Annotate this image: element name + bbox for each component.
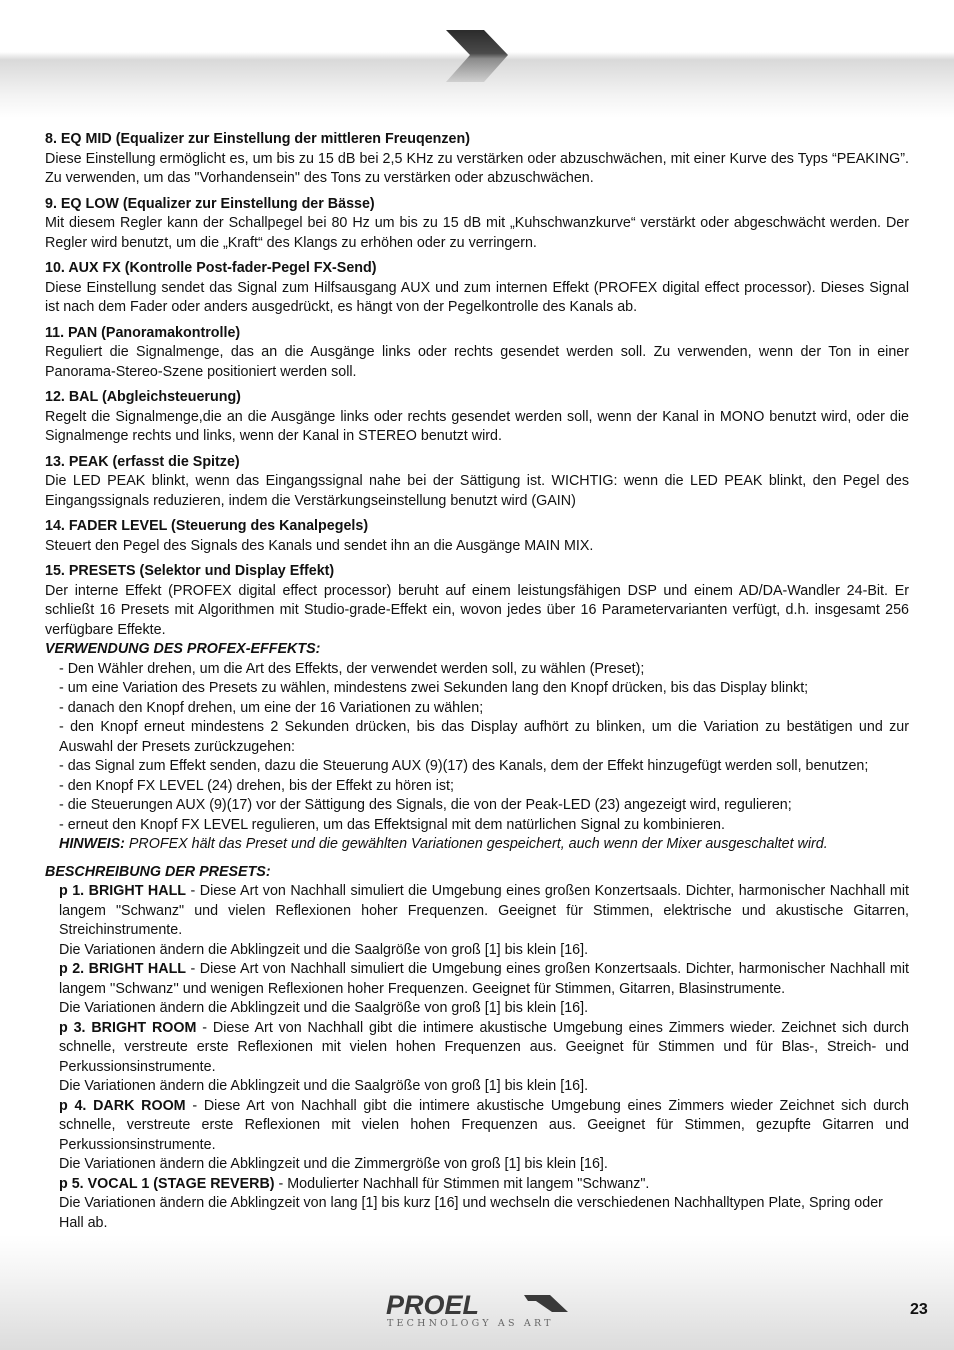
section-heading: 15. PRESETS (Selektor und Display Effekt) [45,563,335,579]
preset-text: - Diese Art von Nachhall simuliert die Umgebung eines großen Konzertsaals. Dichter, harmonischer Nachhall mit langem "Schwanz" und vielen Reflexionen hoher Frequenzen. Geeignet für Stimmen, elektrische und akustische Gitarren, Streichinstrumente. [59,883,909,938]
preset-item [45,1019,909,1097]
preset-text: - Diese Art von Nachhall simuliert die Umgebung eines großen Konzertsaals. Dichter, harmonischer Nachhall mit langem ''Schwanz'' und wenigen Reflexionen hoher Frequenzen. Geeignet für Stimmen, Gitarren, Blasinstrumente. [59,961,909,997]
list-item: - die Steuerungen AUX (9)(17) vor der Sättigung des Signals, die von der Peak-LED (23) angezeigt wird, regulieren; [59,797,792,813]
preset-name: p 4. DARK ROOM [59,1097,186,1114]
section-text: Diese Einstellung sendet das Signal zum Hilfsausgang AUX und zum internen Effekt (PROFEX digital effect processor). Dieses Signal ist nach dem Fader oder anders ausgedrückt, es hängt von der Pegelkontrolle des Kanals ab. [45,279,909,315]
preset-variation: Die Variationen ändern die Abklingzeit und die Saalgröße von groß [1] bis klein [16]. [59,1000,589,1016]
section-peak [45,453,909,512]
preset-item [45,1097,909,1175]
section-aux-fx [45,259,909,318]
preset-item [45,882,909,960]
page-number: 23 [910,1301,928,1318]
usage-list [45,660,909,836]
header-band [0,0,954,118]
section-heading: 9. EQ LOW (Equalizer zur Einstellung der Bässe) [45,195,375,212]
preset-text: - Modulierter Nachhall für Stimmen mit langem "Schwanz". [274,1175,650,1192]
note-paragraph [45,835,909,855]
usage-heading: VERWENDUNG DES PROFEX-EFFEKTS: [45,641,321,657]
preset-name: p 2. BRIGHT HALL [59,961,187,977]
preset-item [45,1175,909,1234]
section-text: Steuert den Pegel des Signals des Kanals und sendet ihn an die Ausgänge MAIN MIX. [45,537,594,554]
document-body [45,130,909,1233]
section-eq-low [45,195,909,254]
section-fader-level [45,517,909,556]
list-item: - danach den Knopf drehen, um eine der 16 Variationen zu wählen; [59,699,484,716]
section-text: Der interne Effekt (PROFEX digital effect processor) beruht auf einem leistungsfähigen DSP und einem AD/DA-Wandler 24-Bit. Er schließt 16 Presets mit Algorithmen mit Studio-grade-Effekt ein, wovon jedes über 16 Parametervarianten verfügt, d.h. insgesamt 256 verfügbare Effekte. [45,582,909,638]
list-item: - Den Wähler drehen, um die Art des Effekts, der verwendet werden soll, zu wählen (Preset); [59,660,645,677]
section-text: Regelt die Signalmenge,die an die Ausgänge links oder rechts gesendet werden soll, wenn der Kanal in MONO benutzt wird, oder die Signalmenge rechts und links, wenn der Kanal in STEREO benutzt wird. [45,408,909,444]
logo-arrow-icon [524,1295,568,1312]
logo-wordmark: PROEL [386,1290,480,1320]
preset-name: p 5. VOCAL 1 (STAGE REVERB) [59,1175,275,1192]
section-heading: 12. BAL (Abgleichsteuerung) [45,389,241,405]
presets-description-heading: BESCHREIBUNG DER PRESETS: [45,863,271,880]
section-eq-mid [45,130,909,189]
note-label: HINWEIS: [59,836,125,852]
section-heading: 8. EQ MID (Equalizer zur Einstellung der mittleren Freuqenzen) [45,131,470,147]
preset-variation: Die Variationen ändern die Abklingzeit und die Saalgröße von groß [1] bis klein [16]. [59,941,589,958]
chevron-arrow-icon [440,26,512,84]
section-text: Die LED PEAK blinkt, wenn das Eingangssignal nahe bei der Sättigung ist. WICHTIG: wenn die LED PEAK blinkt, den Pegel des Eingangssignals reduzieren, indem die Verstärkungseinstellung benutzt wird (GAIN) [45,473,909,509]
preset-variation: Die Variationen ändern die Abklingzeit und die Saalgröße von groß [1] bis klein [16]. [59,1078,589,1094]
list-item: - den Knopf FX LEVEL (24) drehen, bis der Effekt zu hören ist; [59,777,454,794]
section-presets [45,562,909,855]
preset-text: - Diese Art von Nachhall gibt die intimere akustische Umgebung eines Zimmers wieder. Zeichnet sich durch schnelle, verstreute erste Reflexionen mit vielen hohen Frequenzen aus. Geeignet für Stimmen und für Blas-, Streich- und Perkussionsinstrumente. [59,1019,909,1075]
section-text: Mit diesem Regler kann der Schallpegel bei 80 Hz um bis zu 15 dB mit „Kuhschwanzkurve“ verstärkt oder abgeschwächt werden. Der Regler wird benutzt, um die „Kraft“ des Klangs zu erhöhen oder zu verringern. [45,215,909,251]
section-heading: 13. PEAK (erfasst die Spitze) [45,453,240,470]
preset-item [45,960,909,1019]
preset-variation: Die Variationen ändern die Abklingzeit und die Zimmergröße von groß [1] bis klein [16]. [59,1156,608,1172]
preset-variation: Die Variationen ändern die Abklingzeit von lang [1] bis kurz [16] und wechseln die verschiedenen Nachhalltypen Plate, Spring oder Hall ab. [59,1195,883,1231]
section-text: Diese Einstellung ermöglicht es, um bis zu 15 dB bei 2,5 KHz zu verstärken oder abzuschwächen, mit einer Kurve des Typs “PEAKING”. Zu verwenden, um das "Vorhandensein" des Tons zu verstärken oder abzuschwächen. [45,150,909,186]
list-item: - um eine Variation des Presets zu wählen, mindestens zwei Sekunden lang den Knopf drücken, bis das Display blinkt; [59,680,809,696]
section-pan [45,324,909,383]
list-item: - das Signal zum Effekt senden, dazu die Steuerung AUX (9)(17) des Kanals, dem der Effekt hinzugefügt werden soll, benutzen; [59,758,869,774]
preset-name: p 1. BRIGHT HALL [59,883,187,899]
section-bal [45,388,909,447]
logo-tagline: TECHNOLOGY AS ART [387,1318,554,1329]
note-text: PROFEX hält das Preset und die gewählten Variationen gespeichert, auch wenn der Mixer ausgeschaltet wird. [124,836,828,852]
section-heading: 10. AUX FX (Kontrolle Post-fader-Pegel FX-Send) [45,260,377,276]
preset-text: - Diese Art von Nachhall gibt die intimere akustische Umgebung eines Zimmers wieder Zeichnet sich durch schnelle, verstreute erste Reflexionen mit vielen hohen Frequenzen aus. Geeignet für Stimmen, gezupfte Gitarren und Perkussionsinstrumente. [59,1097,909,1153]
preset-name: p 3. BRIGHT ROOM [59,1019,197,1036]
section-text: Reguliert die Signalmenge, das an die Ausgänge links oder rechts gesendet werden soll. Zu verwenden, wenn der Ton in einer Panorama-Stereo-Szene positioniert werden soll. [45,344,909,380]
list-item: - den Knopf erneut mindestens 2 Sekunden drücken, bis das Display aufhört zu blinken, um die Variation zu bestätigen und zur Auswahl der Presets zurückzugehen: [59,719,909,755]
list-item: - erneut den Knopf FX LEVEL regulieren, um das Effektsignal mit dem natürlichen Signal zu kombinieren. [59,816,725,833]
section-heading: 11. PAN (Panoramakontrolle) [45,324,241,341]
section-heading: 14. FADER LEVEL (Steuerung des Kanalpegels) [45,518,369,534]
